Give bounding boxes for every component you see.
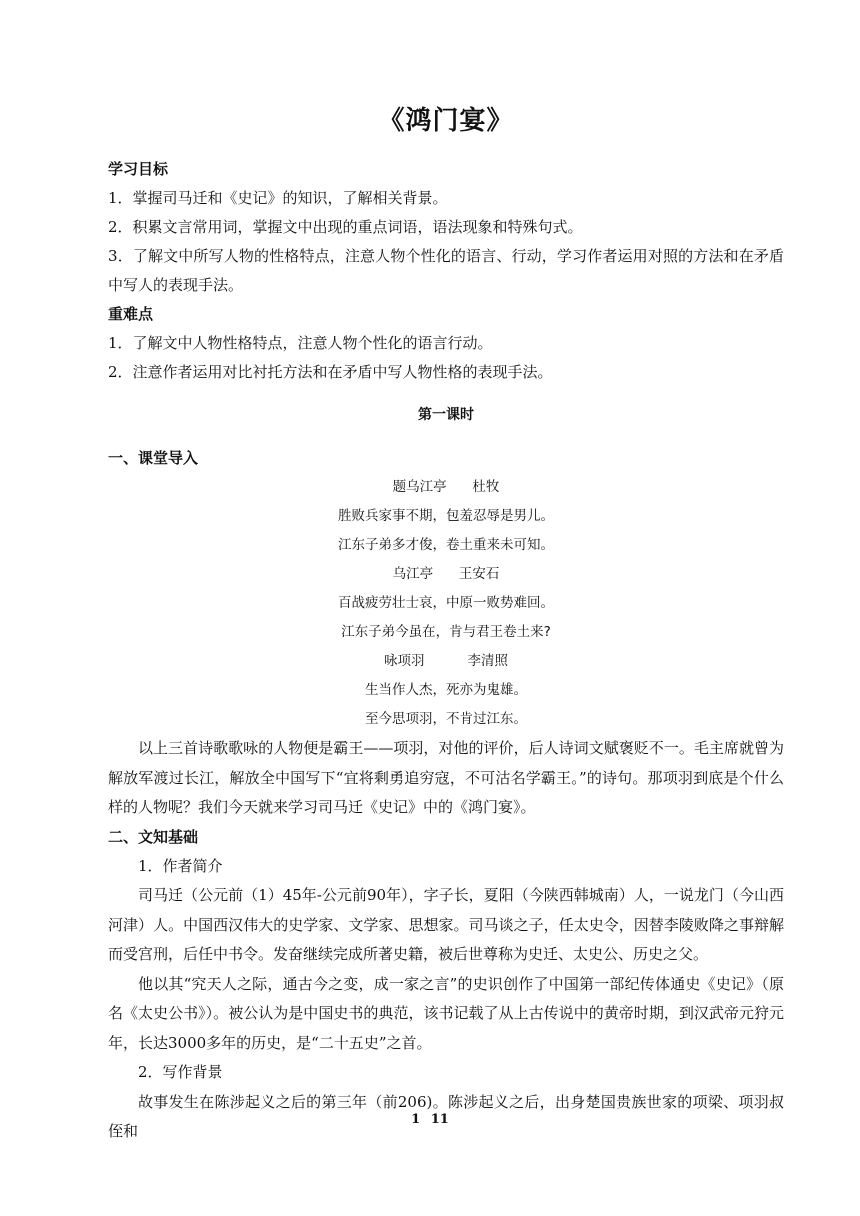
poem-3-line-1: 生当作人杰，死亦为鬼雄。 [365,682,527,698]
poem-2-author: 王安石 [458,566,500,582]
page-footer [0,1112,860,1127]
poem-3-line-2: 至今思项羽，不肯过江东。 [365,711,527,727]
goal-item-3: 3．了解文中所写人物的性格特点，注意人物个性化的语言、行动，学习作者运用对照的方法和在矛盾中写人的表现手法。 [108,247,784,294]
poem-2-line-2: 江东子弟今虽在，肯与君王卷土来? [341,624,551,640]
poem-1-title: 题乌江亭 [392,479,447,495]
page-total: 11 [430,1112,449,1127]
intro-heading: 一、课堂导入 [108,449,199,467]
document-page [108,100,784,1147]
background-heading: 2．写作背景 [138,1063,223,1081]
poem-2-title: 乌江亭 [392,566,434,582]
goals-heading: 学习目标 [108,160,169,178]
keypoint-item-2: 2．注意作者运用对比衬托方法和在矛盾中写人物性格的表现手法。 [108,363,553,381]
poem-1-author: 杜牧 [472,479,500,495]
author-heading: 1．作者简介 [138,856,223,875]
poems-block [108,473,784,734]
page-number: 1 [411,1112,421,1127]
poem-3-header [108,647,784,676]
lesson-title: 第一课时 [418,407,474,423]
intro-paragraph: 以上三首诗歌歌咏的人物便是霸王——项羽，对他的评价，后人诗词文赋褒贬不一。毛主席就曾为解放军渡过长江，解放全中国写下“宜将剩勇追穷寇，不可沽名学霸王。”的诗句。那项羽到底是个什么样的人物呢？我们今天就来学习司马迁《史记》中的《鸿门宴》。 [108,739,784,816]
keypoint-item-1: 1．了解文中人物性格特点，注意人物个性化的语言行动。 [108,334,493,352]
poem-1-header [108,473,784,502]
background-paragraph: 故事发生在陈涉起义之后的第三年（前206)。陈涉起义之后，出身楚国贵族世家的项梁、项羽叔侄和 [108,1092,784,1140]
basics-heading: 二、文知基础 [108,827,199,846]
author-paragraph-2: 他以其“究天人之际，通古今之变，成一家之言”的史识创作了中国第一部纪传体通史《史记》（原名《太史公书》）。被公认为是中国史书的典范，该书记载了从上古传说中的黄帝时期，到汉武帝元狩元年，长达3000多年的历史，是“二十五史”之首。 [108,974,784,1052]
goal-item-1: 1．掌握司马迁和《史记》的知识，了解相关背景。 [108,189,448,207]
keypoints-heading: 重难点 [108,305,154,323]
poem-1-line-1: 胜败兵家事不期，包羞忍辱是男儿。 [338,508,554,524]
goal-item-2: 2．积累文言常用词，掌握文中出现的重点词语，语法现象和特殊句式。 [108,218,583,236]
poem-2-header [108,560,784,589]
poem-3-author: 李清照 [467,653,508,669]
poem-1-line-2: 江东子弟多才俊，卷土重来未可知。 [338,537,554,553]
poem-2-line-1: 百战疲劳壮士哀，中原一败势难回。 [338,595,554,611]
poem-3-title: 咏项羽 [384,653,425,669]
page-title: 《鸿门宴》 [378,106,514,136]
author-paragraph-1: 司马迁（公元前（1）45年-公元前90年），字子长，夏阳（今陕西韩城南）人，一说龙门（今山西河津）人。中国西汉伟大的史学家、文学家、思想家。司马谈之子，任太史令，因替李陵败降之事辩解而受宫刑，后任中书令。发奋继续完成所著史籍，被后世尊称为史迁、太史公、历史之父。 [108,886,784,963]
